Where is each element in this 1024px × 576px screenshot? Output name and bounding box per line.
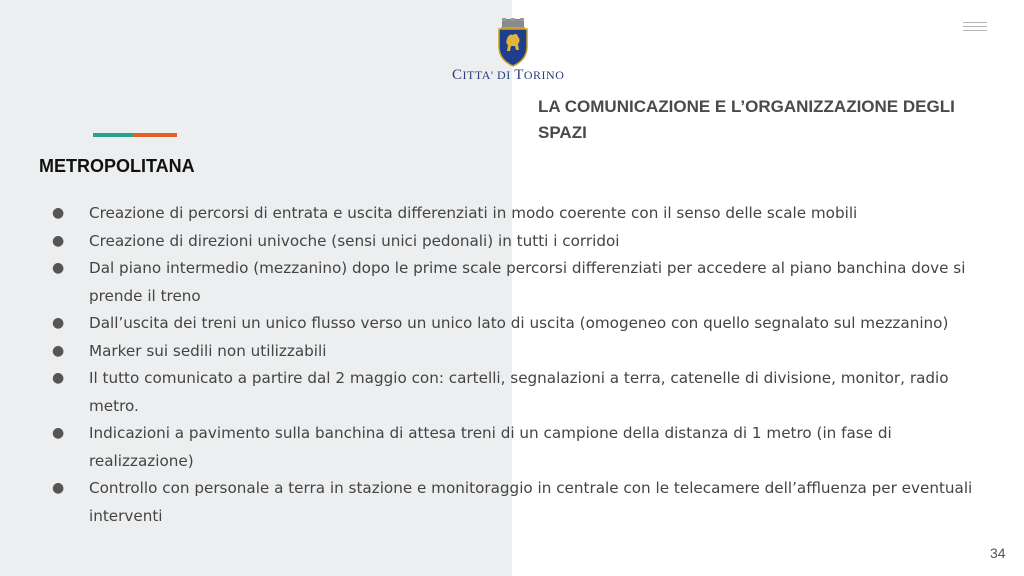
bullet-icon: ●	[52, 480, 65, 496]
bullet-text: Marker sui sedili non utilizzabili	[89, 341, 327, 360]
logo-text-orino: ORINO	[523, 68, 565, 82]
bullet-text: Dal piano intermedio (mezzanino) dopo le prime scale percorsi differenziati per accedere al piano banchina dove si prende il treno	[89, 259, 966, 305]
logo-text-di: ' DI	[490, 68, 515, 82]
list-item	[52, 228, 992, 256]
menu-icon[interactable]	[963, 22, 987, 34]
list-item	[52, 338, 992, 366]
city-logo-text	[452, 67, 564, 84]
bullet-icon: ●	[52, 315, 65, 331]
bullet-text: Dall’uscita dei treni un unico flusso verso un unico lato di uscita (omogeneo con quello segnalato sul mezzanino)	[89, 314, 949, 332]
accent-bar-teal	[93, 133, 134, 137]
list-item	[52, 310, 992, 338]
city-crest-icon	[496, 17, 530, 67]
list-item	[52, 475, 992, 530]
bullet-text: Il tutto comunicato a partire dal 2 maggio con: cartelli, segnalazioni a terra, catenelle di divisione, monitor, radio metro.	[89, 369, 949, 415]
page-number: 34	[990, 545, 1006, 561]
slide-title: LA COMUNICAZIONE E L’ORGANIZZAZIONE DEGLI SPAZI	[538, 97, 955, 142]
bullet-icon: ●	[52, 232, 65, 249]
bullet-text: Creazione di percorsi di entrata e uscita differenziati in modo coerente con il senso delle scale mobili	[89, 204, 858, 222]
list-item	[52, 420, 992, 475]
bullet-icon: ●	[52, 260, 65, 276]
bullet-text: Creazione di direzioni univoche (sensi unici pedonali) in tutti i corridoi	[89, 231, 620, 250]
logo-text-itta: ITTA	[462, 68, 491, 82]
section-title: METROPOLITANA	[39, 156, 195, 176]
bullet-icon: ●	[52, 205, 65, 221]
bullet-icon: ●	[52, 425, 65, 441]
bullet-icon: ●	[52, 370, 65, 386]
list-item	[52, 200, 992, 228]
bullet-icon: ●	[52, 342, 65, 359]
bullet-text: Controllo con personale a terra in stazione e monitoraggio in centrale con le telecamere dell’affluenza per eventuali interventi	[89, 479, 973, 525]
bullet-list	[52, 200, 992, 530]
bullet-text: Indicazioni a pavimento sulla banchina di attesa treni di un campione della distanza di 1 metro (in fase di realizzazione)	[89, 424, 892, 470]
accent-bar-orange	[134, 133, 177, 137]
logo-text-t: T	[514, 67, 524, 83]
logo-text-c: C	[452, 67, 463, 83]
list-item	[52, 365, 992, 420]
list-item	[52, 255, 992, 310]
